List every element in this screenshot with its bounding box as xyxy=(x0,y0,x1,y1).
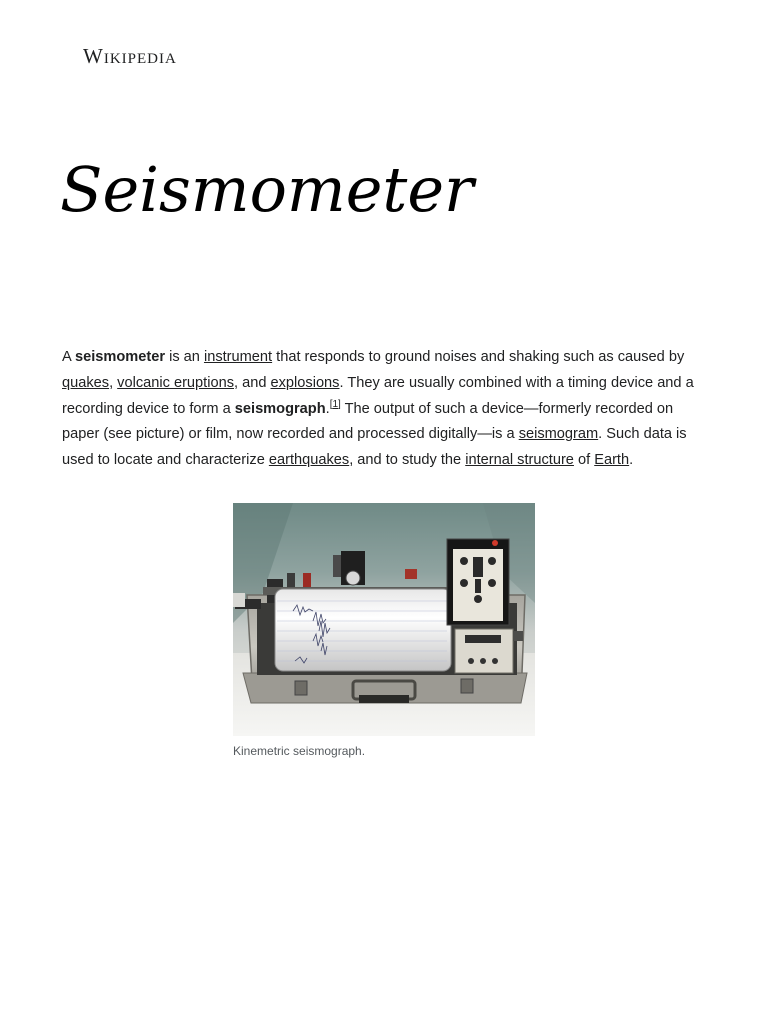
intro-text: . xyxy=(325,400,330,417)
link-instrument[interactable]: instrument xyxy=(203,349,273,365)
term-seismograph: seismograph xyxy=(234,400,326,417)
intro-text: A xyxy=(62,349,75,365)
intro-text: that responds to ground noises and shaking such as caused by xyxy=(272,349,685,365)
intro-text: . They are usually combined with a timing device and a recording device to form a xyxy=(62,374,694,417)
seismograph-photo[interactable] xyxy=(233,503,535,736)
intro-text: of xyxy=(573,452,595,469)
intro-text: is an xyxy=(165,349,204,365)
intro-text: The output of such a device—formerly recorded on paper (see picture) or film, now recorded and processed digitally—is a xyxy=(62,400,674,443)
intro-text: , and to study the xyxy=(349,452,466,469)
figure-caption: Kinemetric seismograph. xyxy=(233,744,366,758)
link-seismogram[interactable]: seismogram xyxy=(518,426,599,443)
intro-text: . xyxy=(629,452,634,469)
intro-text: , xyxy=(109,374,118,391)
link-quakes[interactable]: quakes xyxy=(62,374,110,391)
page-title: Seismometer xyxy=(60,153,474,226)
link-explosions[interactable]: explosions xyxy=(270,374,340,391)
term-seismometer: seismometer xyxy=(74,349,166,365)
intro-text: , and xyxy=(234,374,271,391)
link-earthquakes[interactable]: earthquakes xyxy=(268,452,350,469)
link-earth[interactable]: Earth xyxy=(594,452,630,469)
link-volcanic-eruptions[interactable]: volcanic eruptions xyxy=(117,374,234,391)
wikipedia-logo[interactable]: Wikipedia xyxy=(83,44,177,68)
intro-text: . Such data is used to locate and characterize xyxy=(62,426,687,469)
reference-1[interactable]: [1] xyxy=(329,398,341,410)
intro-paragraph xyxy=(62,345,710,474)
seismograph-figure xyxy=(233,503,535,759)
link-internal-structure[interactable]: internal structure xyxy=(465,452,574,469)
